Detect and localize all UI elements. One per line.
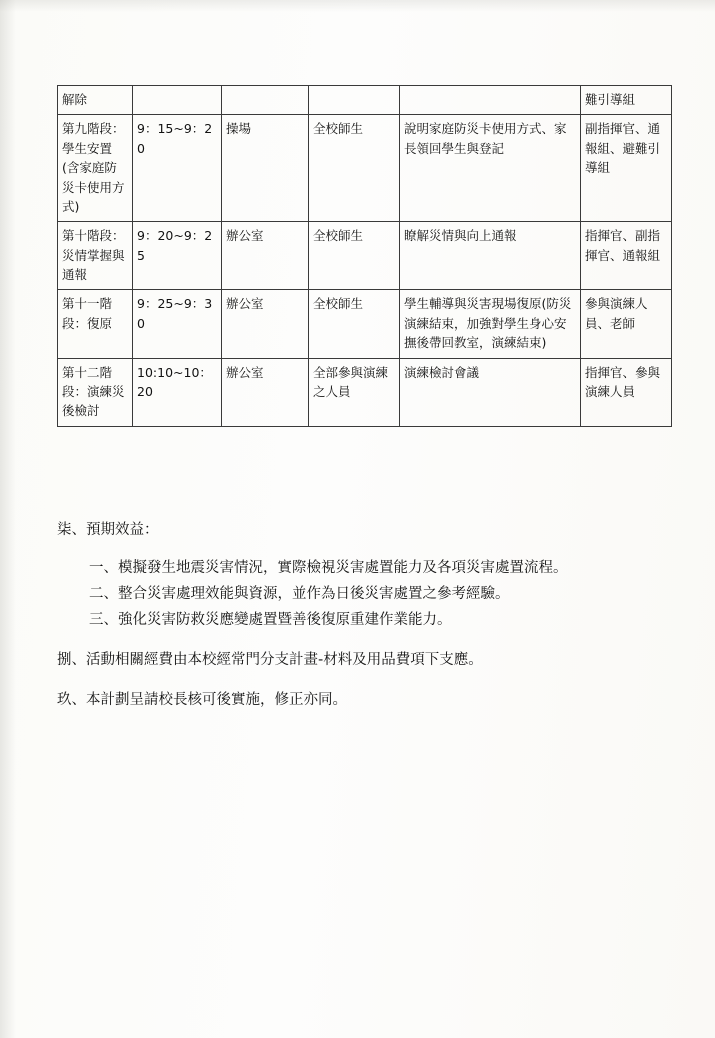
cell-description	[400, 358, 581, 426]
cell-people	[309, 86, 400, 115]
cell-unit-text: 難引導組	[585, 92, 636, 107]
table-row	[58, 115, 672, 222]
cell-stage-text: 第十一階段：復原	[62, 296, 113, 331]
scan-edge-shadow-top	[0, 0, 715, 12]
table-row	[58, 222, 672, 290]
cell-time	[133, 115, 222, 222]
expected-benefit-item-2-text: 二、整合災害處理效能與資源，並作為日後災害處置之參考經驗。	[89, 586, 510, 602]
cell-people	[309, 115, 400, 222]
cell-time-text: 9：15~9：20	[137, 121, 213, 156]
cell-time	[133, 222, 222, 290]
drill-schedule-table	[57, 85, 672, 427]
expected-benefit-item-3-text: 三、強化災害防救災應變處置暨善後復原重建作業能力。	[89, 612, 452, 628]
cell-place	[222, 222, 309, 290]
approval-section	[57, 688, 657, 713]
expected-benefit-item-1-text: 一、模擬發生地震災害情況，實際檢視災害處置能力及各項災害處置流程。	[89, 560, 568, 576]
expected-benefit-item-2	[57, 582, 657, 607]
cell-stage-text: 第九階段：學生安置(含家庭防災卡使用方式)	[62, 121, 125, 214]
cell-time-text: 9：20~9：25	[137, 228, 213, 263]
cell-unit	[581, 86, 672, 115]
cell-place-text: 辦公室	[226, 228, 264, 244]
cell-people	[309, 358, 400, 426]
cell-stage-text: 解除	[62, 92, 88, 107]
cell-description	[400, 290, 581, 358]
cell-stage	[58, 115, 133, 222]
cell-description-text: 學生輔導與災害現場復原(防災演練結束，加強對學生身心安撫後帶回教室，演練結束)	[404, 296, 572, 351]
cell-place-text: 辦公室	[226, 364, 264, 380]
cell-time	[133, 86, 222, 115]
cell-place	[222, 86, 309, 115]
cell-unit-text: 參與演練人員、老師	[585, 296, 648, 331]
cell-place-text: 操場	[226, 121, 252, 137]
table-row	[58, 86, 672, 115]
table-body	[58, 86, 672, 427]
cell-description-text: 演練檢討會議	[404, 364, 480, 380]
cell-unit-text: 指揮官、參與演練人員	[585, 364, 661, 399]
cell-description-text: 說明家庭防災卡使用方式、家長領回學生與登記	[404, 121, 567, 156]
cell-place	[222, 115, 309, 222]
cell-description	[400, 222, 581, 290]
funding-section	[57, 648, 657, 673]
cell-place-text: 辦公室	[226, 296, 264, 312]
table-row	[58, 290, 672, 358]
cell-stage-text: 第十二階段：演練災後檢討	[62, 364, 125, 419]
cell-stage	[58, 86, 133, 115]
cell-unit	[581, 358, 672, 426]
cell-unit	[581, 115, 672, 222]
cell-people-text: 全校師生	[313, 296, 364, 312]
funding-text: 捌、活動相關經費由本校經常門分支計畫-材料及用品費項下支應。	[57, 652, 483, 668]
cell-people-text: 全部參與演練之人員	[313, 364, 389, 399]
cell-place	[222, 358, 309, 426]
cell-stage	[58, 290, 133, 358]
cell-description	[400, 115, 581, 222]
expected-benefit-item-1	[57, 556, 657, 581]
cell-stage	[58, 222, 133, 290]
cell-description-text: 瞭解災情與向上通報	[404, 228, 517, 244]
cell-time	[133, 290, 222, 358]
cell-people-text: 全校師生	[313, 228, 364, 244]
cell-time-text: 9：25~9：30	[137, 296, 213, 331]
table-row	[58, 358, 672, 426]
cell-place	[222, 290, 309, 358]
expected-benefit-item-3	[57, 608, 657, 633]
cell-unit-text: 副指揮官、通報組、避難引導組	[585, 121, 661, 176]
cell-time	[133, 358, 222, 426]
cell-time-text: 10:10~10：20	[137, 364, 212, 399]
cell-people	[309, 290, 400, 358]
cell-stage-text: 第十階段：災情掌握與通報	[62, 228, 125, 282]
cell-description	[400, 86, 581, 115]
cell-people-text: 全校師生	[313, 121, 364, 137]
cell-stage	[58, 358, 133, 426]
scan-edge-shadow-left	[0, 0, 16, 1038]
expected-benefits-section	[57, 518, 657, 543]
cell-unit	[581, 290, 672, 358]
expected-benefits-heading: 柒、預期效益：	[57, 522, 159, 538]
approval-text: 玖、本計劃呈請校長核可後實施，修正亦同。	[57, 692, 347, 708]
cell-unit-text: 指揮官、副指揮官、通報組	[585, 228, 661, 263]
cell-people	[309, 222, 400, 290]
cell-unit	[581, 222, 672, 290]
